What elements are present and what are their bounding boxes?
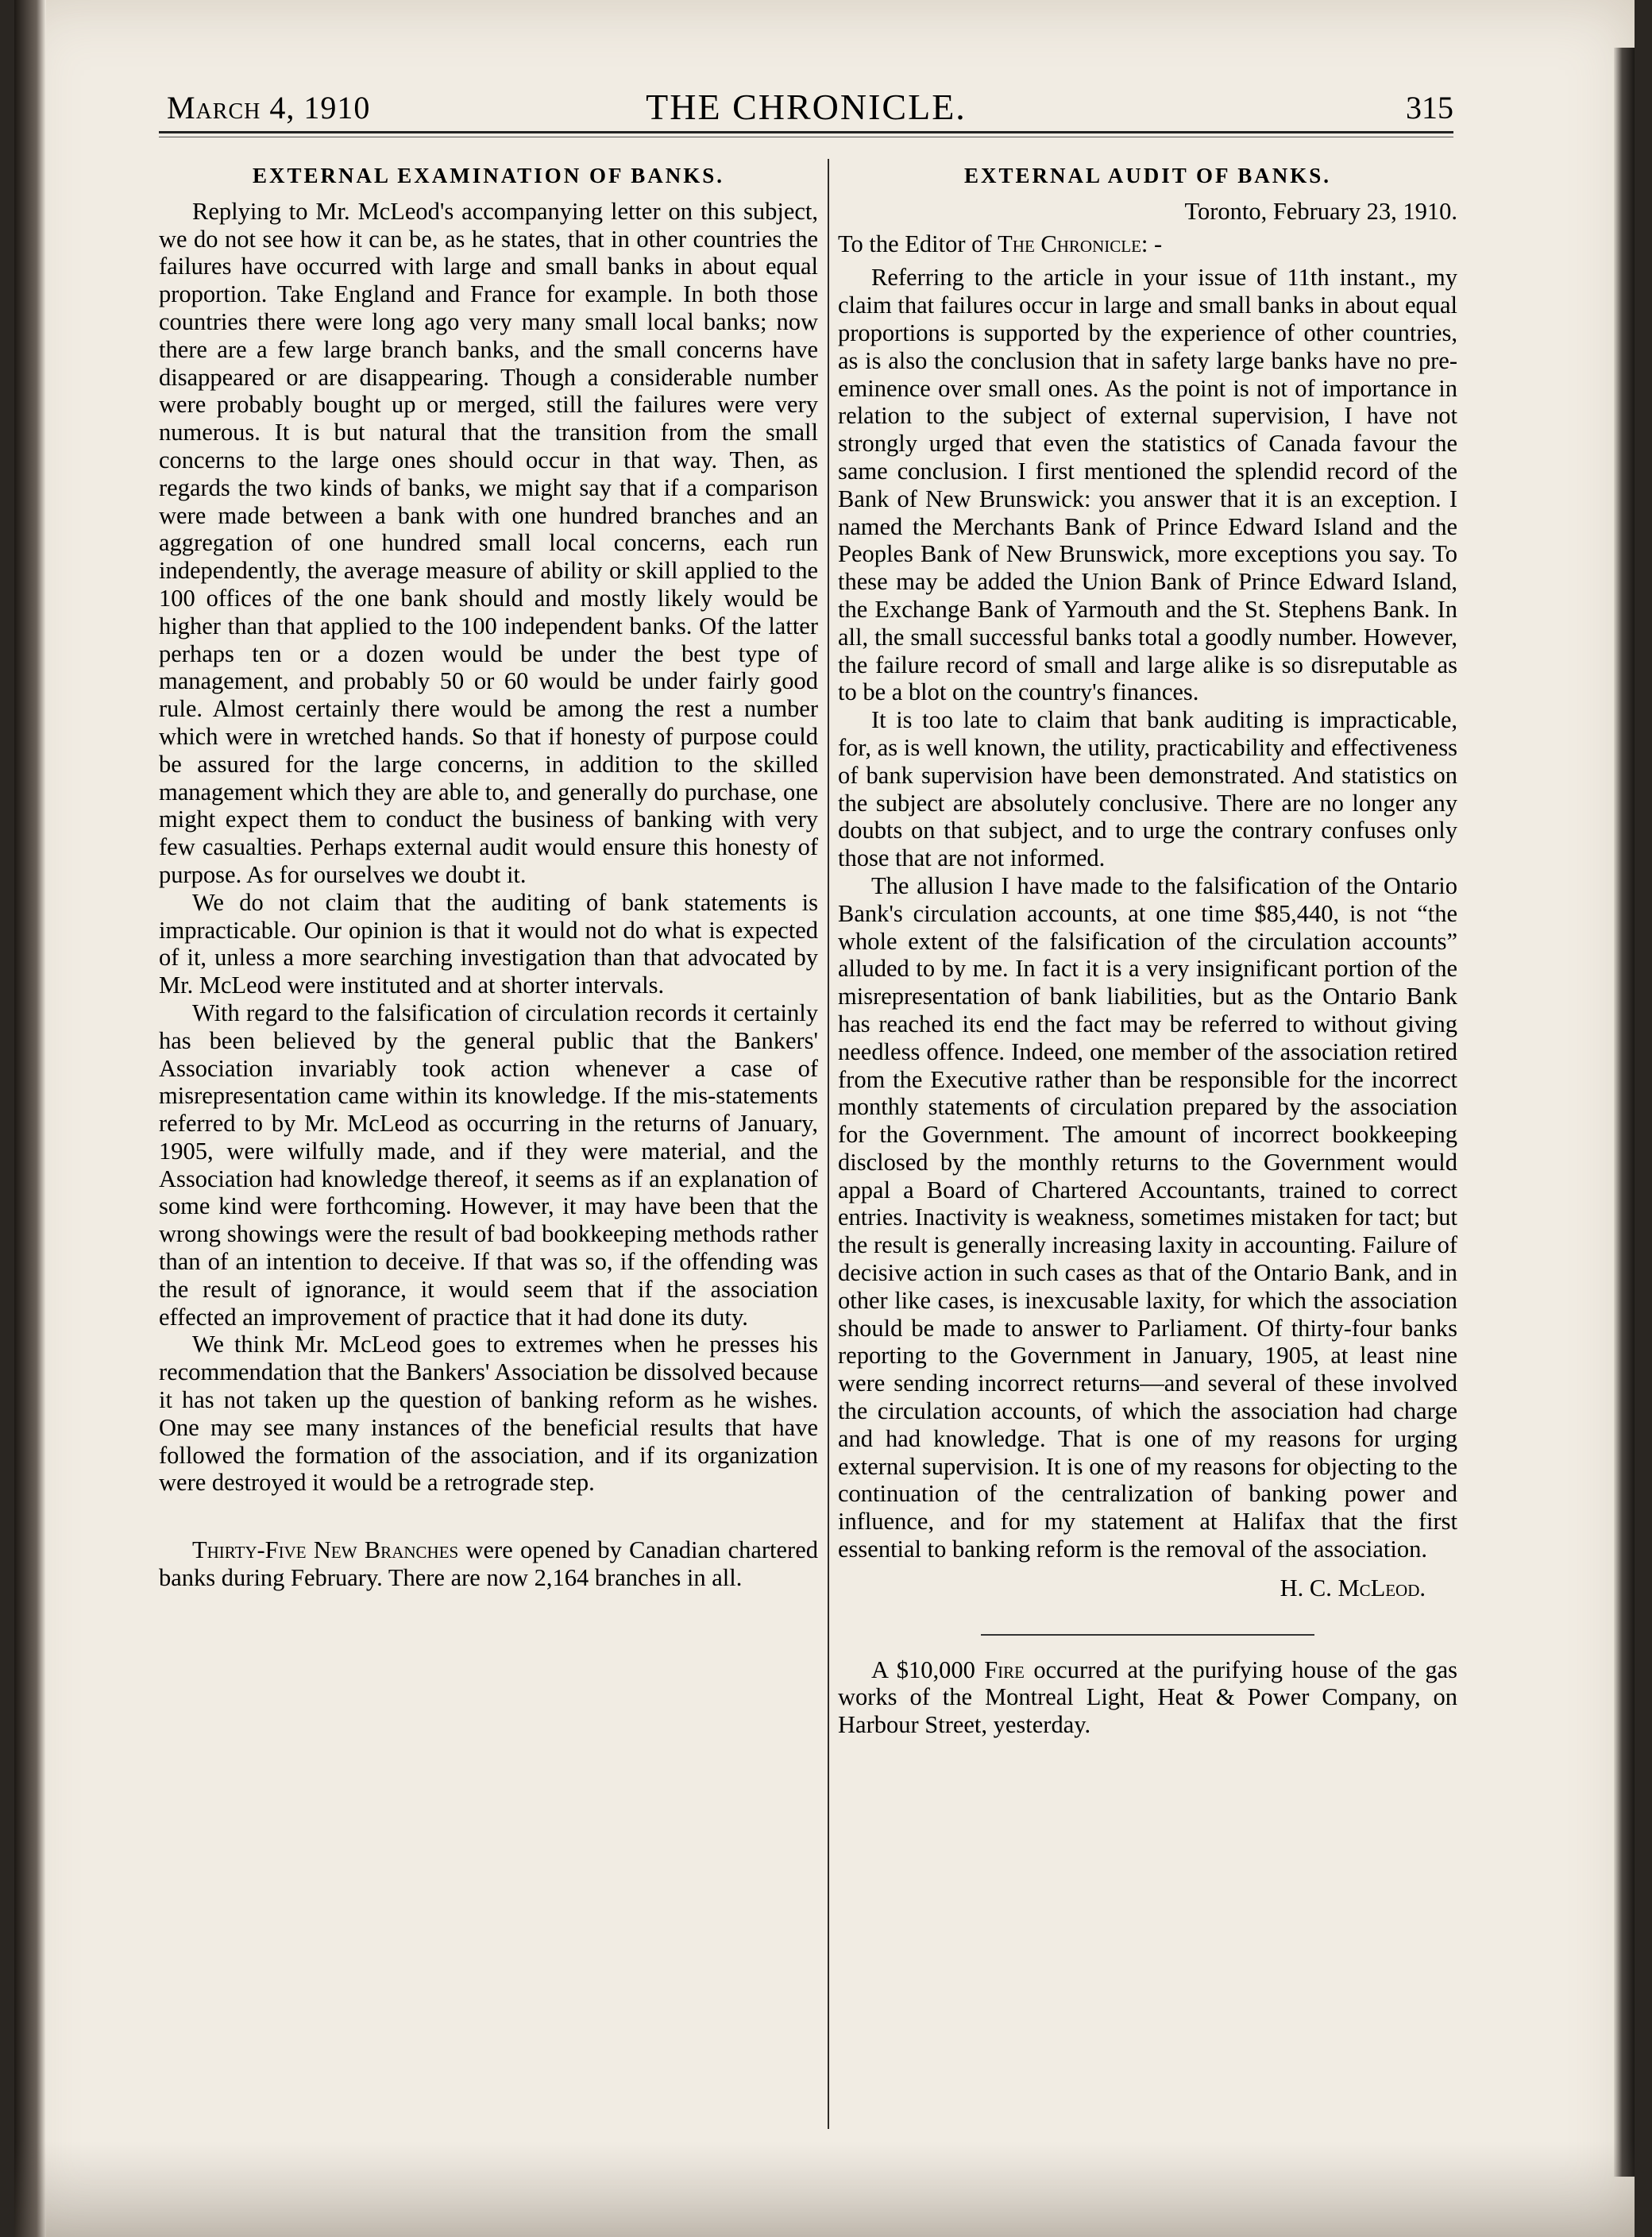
salutation-name: The Chronicle	[998, 230, 1141, 257]
note-text: were opened by Canadian chartered banks during February. There are now 2,164 branches in all.	[159, 1536, 819, 1592]
binding-edge	[1614, 48, 1635, 2177]
paragraph: It is too late to claim that bank auditing is impracticable, for, as is well known, the utility, practicability and effectiveness of bank supervision have been demonstrated. And statistics on the subject are absolutely conclusive. There are no longer any doubts on that subject, and to urge the contrary confuses only those that are not informed.	[838, 706, 1457, 872]
salutation-suffix: : -	[1141, 230, 1163, 257]
right-column	[838, 159, 1457, 1739]
section-rule	[981, 1634, 1314, 1636]
note-text: occurred at the purifying house of the gas works of the Montreal Light, Heat & Power Company, on Harbour Street, yesterday.	[838, 1656, 1457, 1739]
publication-title: THE CHRONICLE.	[646, 87, 967, 127]
column-divider	[828, 159, 829, 2129]
paragraph: Referring to the article in your issue of 11th instant., my claim that failures occur in large and small banks in about equal proportions is supported by the experience of other countries, as is also the conclusion that in safety large banks have no pre-eminence over small ones. As the point is not of importance in relation to the subject of external supervision, I have not strongly urged that even the statistics of Canada favour the same conclusion. I first mentioned the splendid record of the Bank of New Brunswick: you answer that it is an exception. I named the Merchants Bank of Prince Edward Island and the Peoples Bank of New Brunswick, more exceptions you say. To these may be added the Union Bank of Prince Edward Island, the Exchange Bank of Yarmouth and the St. Stephens Bank. In all, the small successful banks total a goodly number. However, the failure record of small and large alike is so disreputable as to be a blot on the country's finances.	[838, 264, 1457, 706]
running-header	[159, 86, 1453, 133]
article-heading: EXTERNAL EXAMINATION OF BANKS.	[252, 164, 725, 187]
page-edge-shadow	[14, 0, 46, 2237]
paragraph: Replying to Mr. McLeod's accompanying letter on this subject, we do not see how it can be, as he states, that in other countries the failures have occurred with large and small banks in about equal proportion. Take England and France for example. In both those countries there were long ago very many small local banks; now there are a few large branch banks, and the small concerns have disappeared or are disappearing. Though a considerable number were probably bought up or merged, still the failures were very numerous. It is but natural that the transition from the small concerns to the large ones should occur in that way. Then, as regards the two kinds of banks, we might say that if a comparison were made between a bank with one hundred branches and an aggregation of one hundred small local concerns, each run independently, the average measure of ability or skill applied to the 100 offices of the one bank should and mostly likely would be higher than that applied to the 100 independent banks. Of the latter perhaps ten or a dozen would be under the best type of management, and probably 50 or 60 would be under fairly good rule. Almost certainly there would be among the rest a number which were in wretched hands. So that if honesty of purpose could be assured for the large concerns, in addition to the skilled management which they are able to, and generally do purchase, one might expect them to conduct the business of banking with very few casualties. Perhaps external audit would ensure this honesty of purpose. As for ourselves we doubt it.	[159, 197, 818, 888]
note-lead: Thirty-Five New Branches	[192, 1536, 459, 1564]
page-bottom-shadow	[14, 2142, 1635, 2237]
news-note	[838, 1656, 1457, 1739]
paragraph: We think Mr. McLeod goes to extremes when he presses his recommendation that the Bankers' Association be dissolved because it has not taken up the question of banking reform as he wishes. One may see many instances of the beneficial results that have followed the formation of the association, and if its organization were destroyed it would be a retrograde step.	[159, 1331, 818, 1497]
paragraph: The allusion I have made to the falsification of the Ontario Bank's circulation accounts, at one time $85,440, is not “the whole extent of the falsification of the circulation accounts” alluded to by me. In fact it is a very insignificant portion of the misrepresentation of bank liabilities, but as the Ontario Bank has reached its end the fact may be referred to without giving needless offence. Indeed, one member of the association retired from the Executive rather than be responsible for the incorrect monthly statements of circulation prepared by the association for the Government. The amount of incorrect bookkeeping disclosed by the monthly returns to the Government would appal a Board of Chartered Accountants, trained to correct entries. Inactivity is weakness, sometimes mistaken for tact; but the result is generally increasing laxity in accounting. Failure of decisive action in such cases as that of the Ontario Bank, and in other like cases, is inexcusable laxity, for which the association should be made to answer to Parliament. Of thirty-four banks reporting to the Government in January, 1905, at least nine were sending incorrect returns—and several of these involved the circulation accounts, of which the association had charge and had knowledge. That is one of my reasons for urging external supervision. It is one of my reasons for objecting to the continuation of the centralization of banking power and influence, and for my statement at Halifax that the first essential to banking reform is the removal of the association.	[838, 871, 1457, 1563]
header-rule	[159, 131, 1453, 133]
letter-dateline: Toronto, February 23, 1910.	[1184, 197, 1457, 225]
left-column	[159, 159, 818, 1592]
letter-heading: EXTERNAL AUDIT OF BANKS.	[963, 164, 1332, 187]
page-number: 315	[1406, 90, 1453, 126]
header-date: March 4, 1910	[167, 90, 371, 126]
salutation-prefix: To the Editor of	[838, 230, 998, 257]
news-note	[159, 1536, 818, 1592]
letter-signature: H. C. McLeod.	[1280, 1574, 1426, 1601]
paragraph: We do not claim that the auditing of bank statements is impracticable. Our opinion is that it would not do what is expected of it, unless a more searching investigation than that advocated by Mr. McLeod were instituted and at shorter intervals.	[159, 888, 818, 999]
letter-salutation	[838, 230, 1457, 258]
paragraph: With regard to the falsification of circulation records it certainly has been believed by the general public that the Bankers' Association invariably took action whenever a case of misrepresentation came within its knowledge. If the mis-statements referred to by Mr. McLeod as occurring in the returns of January, 1905, were wilfully made, and if they were material, and the Association had knowledge thereof, it seems as if an explanation of some kind were forthcoming. However, it may have been that the wrong showings were the result of bad bookkeeping methods rather than of an intention to deceive. If that was so, if the offending was the result of ignorance, it would seem that if the association effected an improvement of practice that it had done its duty.	[159, 999, 818, 1331]
note-lead: A $10,000 Fire	[871, 1656, 1025, 1683]
